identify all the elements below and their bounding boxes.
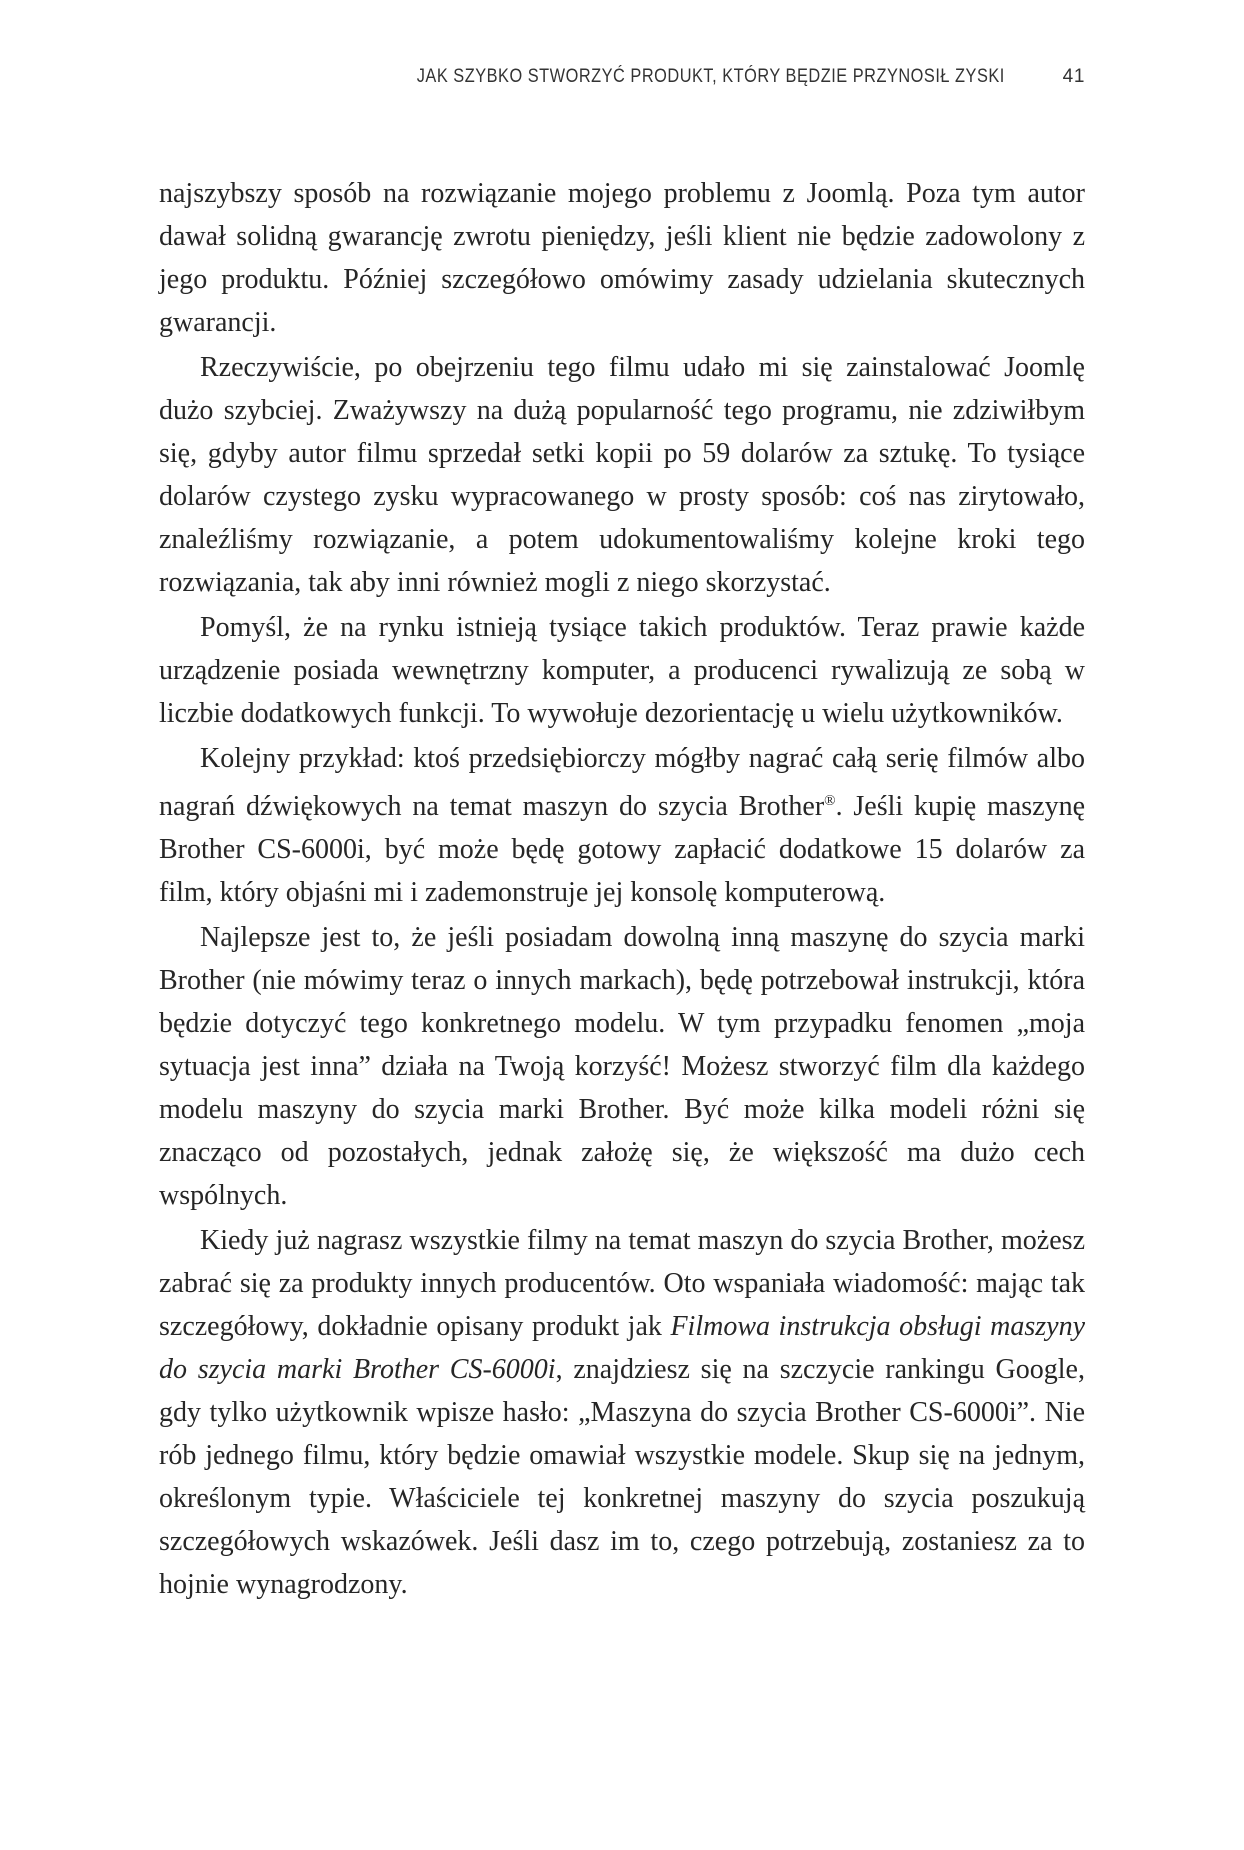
italic-product-title: Filmowa instrukcja obsługi maszyny do szycia marki Brother CS-6000i xyxy=(159,1311,1085,1385)
running-title: JAK SZYBKO STWORZYĆ PRODUKT, KTÓRY BĘDZIE PRZYNOSIŁ ZYSKI xyxy=(416,66,1005,87)
running-header xyxy=(159,66,1085,96)
paragraph-4-text-before: Kolejny przykład: ktoś przedsiębiorczy mógłby nagrać całą serię filmów albo nagrań dźwiękowych na temat maszyn do szycia Brother xyxy=(159,743,1085,822)
registered-trademark-mark: ® xyxy=(824,793,836,809)
paragraph-3: Pomyśl, że na rynku istnieją tysiące takich produktów. Teraz prawie każde urządzenie posiada wewnętrzny komputer, a producenci rywalizują ze sobą w liczbie dodatkowych funkcji. To wywołuje dezorientację u wielu użytkowników. xyxy=(159,612,1085,729)
paragraph-5: Najlepsze jest to, że jeśli posiadam dowolną inną maszynę do szycia marki Brother (nie mówimy teraz o innych markach), będę potrzebował instrukcji, która będzie dotyczyć tego konkretnego modelu. W tym przypadku fenomen „moja sytuacja jest inna” działa na Twoją korzyść! Możesz stworzyć film dla każdego modelu maszyny do szycia marki Brother. Być może kilka modeli różni się znacząco od pozostałych, jednak założę się, że większość ma dużo cech wspólnych. xyxy=(159,922,1085,1211)
page-number: 41 xyxy=(1062,66,1085,87)
paragraph-4 xyxy=(159,737,1085,914)
paragraph-6-text-before: Kiedy już nagrasz wszystkie filmy na temat maszyn do szycia Brother, możesz zabrać się za produkty innych producentów. Oto wspaniała wiadomość: mając tak szczegółowy, dokładnie opisany produkt jak xyxy=(159,1225,1085,1342)
paragraph-6-text-after: , znajdziesz się na szczycie rankingu Google, gdy tylko użytkownik wpisze hasło: „Maszyna do szycia Brother CS-6000i”. Nie rób jednego filmu, który będzie omawiał wszystkie modele. Skup się na jednym, określonym typie. Właściciele tej konkretnej maszyny do szycia poszukują szczegółowych wskazówek. Jeśli dasz im to, czego potrzebują, zostaniesz za to hojnie wynagrodzony. xyxy=(159,1354,1085,1600)
paragraph-6 xyxy=(159,1219,1085,1606)
paragraph-2: Rzeczywiście, po obejrzeniu tego filmu udało mi się zainstalować Joomlę dużo szybciej. Zważywszy na dużą popularność tego programu, nie zdziwiłbym się, gdyby autor filmu sprzedał setki kopii po 59 dolarów za sztukę. To tysiące dolarów czystego zysku wypracowanego w prosty sposób: coś nas zirytowało, znaleźliśmy rozwiązanie, a potem udokumentowaliśmy kolejne kroki tego rozwiązania, tak aby inni również mogli z niego skorzystać. xyxy=(159,352,1085,598)
body-text xyxy=(159,172,1085,1606)
paragraph-4-text-after: . Jeśli kupię maszynę Brother CS-6000i, być może będę gotowy zapłacić dodatkowe 15 dolarów za film, który objaśni mi i zademonstruje jej konsolę komputerową. xyxy=(159,791,1086,908)
paragraph-1: najszybszy sposób na rozwiązanie mojego problemu z Joomlą. Poza tym autor dawał solidną gwarancję zwrotu pieniędzy, jeśli klient nie będzie zadowolony z jego produktu. Później szczegółowo omówimy zasady udzielania skutecznych gwarancji. xyxy=(159,178,1085,338)
